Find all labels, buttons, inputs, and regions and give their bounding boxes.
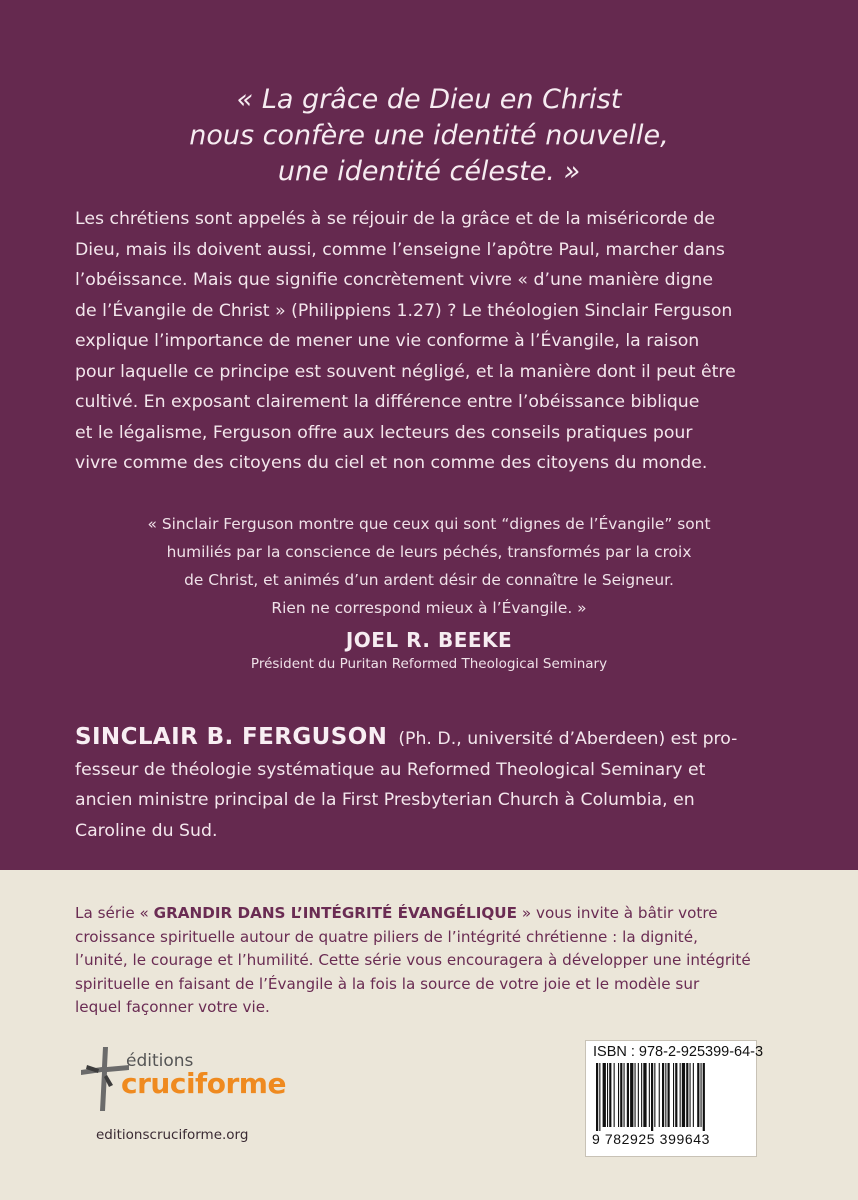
endorsement-line: de Christ, et animés d’un ardent désir de connaître le Seigneur. xyxy=(184,571,674,589)
barcode-bar xyxy=(618,1063,619,1127)
endorsement-quote xyxy=(0,510,858,622)
barcode-bar xyxy=(635,1063,636,1127)
barcode-bar xyxy=(675,1063,677,1127)
barcode-bar xyxy=(627,1063,629,1127)
author-name: SINCLAIR B. FERGUSON xyxy=(75,724,388,750)
series-line xyxy=(75,902,790,926)
description-line: explique l’importance de mener une vie conforme à l’Évangile, la raison xyxy=(75,331,700,351)
description-line: l’obéissance. Mais que signifie concrètement vivre « d’une manière digne xyxy=(75,270,713,290)
bio-text: (Ph. D., université d’Aberdeen) est pro- xyxy=(398,729,738,749)
isbn-label: ISBN : 978-2-925399-64-3 xyxy=(593,1044,764,1060)
series-line: lequel façonner votre vie. xyxy=(75,998,270,1016)
series-name: GRANDIR DANS L’INTÉGRITÉ ÉVANGÉLIQUE xyxy=(153,904,518,922)
endorsement-line: Rien ne correspond mieux à l’Évangile. » xyxy=(271,599,587,617)
bio-line: Caroline du Sud. xyxy=(75,820,218,841)
description-line: vivre comme des citoyens du ciel et non comme des citoyens du monde. xyxy=(75,453,708,473)
description-line: Les chrétiens sont appelés à se réjouir de la grâce et de la miséricorde de xyxy=(75,209,716,229)
logo-brand-text: cruciforme xyxy=(121,1067,286,1100)
barcode-bar xyxy=(641,1063,642,1127)
barcode-bar xyxy=(693,1063,694,1127)
barcode-bar xyxy=(607,1063,608,1127)
series-line: croissance spirituelle autour de quatre piliers de l’intégrité chrétienne : la dignité, xyxy=(75,927,698,946)
series-suffix: » vous invite à bâtir votre xyxy=(517,904,718,922)
barcode-bar xyxy=(624,1063,625,1127)
description-line: et le légalisme, Ferguson offre aux lecteurs des conseils pratiques pour xyxy=(75,422,693,443)
barcode-bar xyxy=(665,1063,666,1127)
endorser-name: JOEL R. BEEKE xyxy=(345,628,513,652)
pull-quote-line: une identité céleste. » xyxy=(277,156,581,187)
bio-line: fesseur de théologie systématique au Reformed Theological Seminary et xyxy=(75,759,706,780)
barcode-bars xyxy=(594,1063,748,1131)
barcode-bar xyxy=(697,1063,699,1127)
barcode-bar xyxy=(703,1063,705,1131)
series-description xyxy=(75,902,790,1020)
description-line: pour laquelle ce principe est souvent négligé, et la manière dont il peut être xyxy=(75,361,736,382)
endorser-title: Président du Puritan Reformed Theological Seminary xyxy=(250,656,608,672)
barcode-bar xyxy=(599,1063,600,1131)
barcode-bar xyxy=(643,1063,646,1127)
logo-small-text: éditions xyxy=(126,1051,194,1071)
isbn-barcode xyxy=(585,1040,764,1157)
bio-line xyxy=(75,722,790,755)
bio-line: ancien ministre principal de la First Presbyterian Church à Columbia, en xyxy=(75,790,695,810)
barcode-bar xyxy=(680,1063,681,1127)
series-line: spirituelle en faisant de l’Évangile à la fois la source de votre joie et le modèle sur xyxy=(75,974,700,993)
barcode-bar xyxy=(654,1063,655,1127)
description-line: de l’Évangile de Christ » (Philippiens 1.27) ? Le théologien Sinclair Ferguson xyxy=(75,300,733,321)
barcode-bar xyxy=(673,1063,674,1127)
barcode-bar xyxy=(614,1063,615,1127)
bio-line-rest xyxy=(387,729,737,749)
barcode-bar xyxy=(620,1063,622,1127)
series-line: l’unité, le courage et l’humilité. Cette série vous encouragera à développer une intégrité xyxy=(75,951,751,969)
barcode-bar xyxy=(603,1063,606,1127)
barcode-bar xyxy=(638,1063,639,1127)
barcode-bar xyxy=(690,1063,691,1127)
barcode-bar xyxy=(701,1063,702,1127)
barcode-digits: 9 782925 399643 xyxy=(592,1131,710,1147)
barcode-bar xyxy=(686,1063,688,1127)
series-prefix: La série « xyxy=(75,904,154,922)
description-line: Dieu, mais ils doivent aussi, comme l’enseigne l’apôtre Paul, marcher dans xyxy=(75,239,725,260)
pull-quote xyxy=(0,82,858,190)
pull-quote-line: « La grâce de Dieu en Christ xyxy=(236,84,622,115)
barcode-bar xyxy=(609,1063,611,1127)
endorsement-line: « Sinclair Ferguson montre que ceux qui sont “dignes de l’Évangile” sont xyxy=(147,515,711,533)
barcode-bar xyxy=(668,1063,670,1127)
description-line: cultivé. En exposant clairement la différence entre l’obéissance biblique xyxy=(75,392,700,412)
publisher-logo xyxy=(77,1045,307,1115)
barcode-bar xyxy=(659,1063,660,1127)
book-description xyxy=(75,204,790,479)
publisher-website: editionscruciforme.org xyxy=(96,1127,249,1143)
barcode-bar xyxy=(662,1063,664,1127)
barcode-bar xyxy=(596,1063,598,1131)
barcode-bar xyxy=(630,1063,633,1127)
barcode-bar xyxy=(651,1063,653,1131)
author-bio xyxy=(75,722,790,846)
pull-quote-line: nous confère une identité nouvelle, xyxy=(189,120,669,151)
endorsement-line: humiliés par la conscience de leurs péchés, transformés par la croix xyxy=(166,543,692,561)
barcode-bar xyxy=(649,1063,650,1127)
barcode-bar xyxy=(682,1063,685,1127)
